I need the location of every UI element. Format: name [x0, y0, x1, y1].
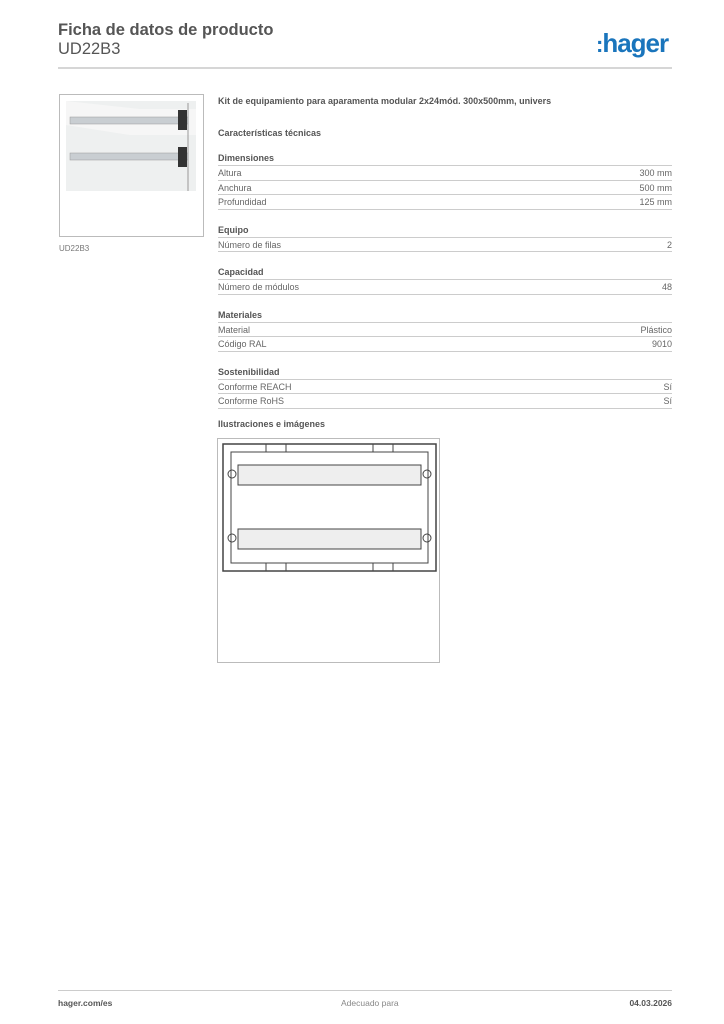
section-title: Materiales: [218, 309, 672, 323]
image-caption: UD22B3: [59, 244, 90, 253]
spec-label: Número de módulos: [218, 282, 300, 292]
footer-website[interactable]: hager.com/es: [58, 998, 113, 1008]
section-title: Equipo: [218, 224, 672, 238]
section-title: Dimensiones: [218, 152, 672, 166]
spec-label: Conforme RoHS: [218, 396, 285, 406]
header-divider: [58, 67, 672, 69]
spec-row: [218, 394, 672, 409]
section-title: Sostenibilidad: [218, 366, 672, 380]
spec-label: Material: [218, 324, 251, 335]
section-title: Capacidad: [218, 266, 672, 280]
spec-row: [218, 323, 672, 338]
product-code: UD22B3: [58, 40, 121, 58]
spec-value: Plástico: [640, 324, 672, 335]
spec-value: 500 mm: [639, 182, 672, 193]
spec-label: Código RAL: [218, 339, 267, 349]
spec-value: Sí: [663, 396, 672, 406]
spec-row: [218, 380, 672, 395]
spec-row: [218, 238, 672, 253]
hager-logo: :hager: [596, 28, 669, 58]
spec-value: 125 mm: [639, 197, 672, 207]
product-image: [59, 94, 204, 237]
footer-divider: [58, 990, 672, 991]
spec-value: 9010: [651, 339, 672, 349]
spec-value: Sí: [663, 381, 672, 392]
spec-row: [218, 166, 672, 181]
spec-row: [218, 337, 672, 352]
spec-value: 2: [666, 239, 672, 250]
specs-heading: Características técnicas: [218, 128, 322, 138]
spec-value: 300 mm: [639, 168, 672, 178]
footer-middle: Adecuado para: [341, 998, 399, 1008]
spec-row: [218, 181, 672, 196]
technical-drawing: [217, 438, 440, 663]
page-title: Ficha de datos de producto: [58, 21, 274, 39]
product-description: Kit de equipamiento para aparamenta modular 2x24mód. 300x500mm, univers: [218, 96, 552, 106]
specs-table: [218, 128, 672, 409]
spec-row: [218, 195, 672, 210]
spec-label: Conforme REACH: [218, 381, 292, 392]
spec-label: Número de filas: [218, 239, 282, 250]
illustrations-heading: Ilustraciones e imágenes: [218, 419, 326, 429]
spec-row: [218, 280, 672, 295]
spec-label: Altura: [218, 168, 242, 178]
spec-label: Profundidad: [218, 197, 267, 207]
spec-value: 48: [661, 282, 672, 292]
footer-date: 04.03.2026: [629, 998, 672, 1008]
spec-label: Anchura: [218, 182, 252, 193]
